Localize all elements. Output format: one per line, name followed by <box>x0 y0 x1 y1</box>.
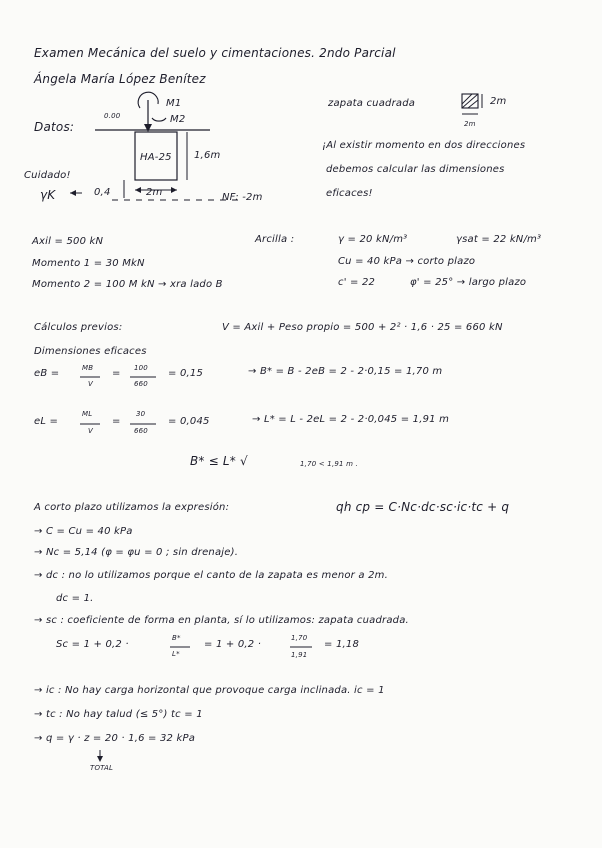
arcilla-phi: φ' = 25° → largo plazo <box>410 277 527 288</box>
note-line-2: debemos calcular las dimensiones <box>326 164 505 175</box>
momento-2: Momento 2 = 100 M kN → xra lado B <box>32 279 223 290</box>
dimensiones-title: Dimensiones eficaces <box>34 346 147 357</box>
cuidado-label: Cuidado! <box>24 170 71 181</box>
eb-frac1-den: V <box>88 380 93 388</box>
eb-arrow: → B* = B - 2eB = 2 - 2·0,15 = 1,70 m <box>248 366 443 377</box>
eb-label: eB = <box>34 368 60 379</box>
el-label: eL = <box>34 416 59 427</box>
author-name: Ángela María López Benítez <box>34 72 206 86</box>
el-frac2-num: 30 <box>136 410 146 418</box>
el-frac1-den: V <box>88 427 93 435</box>
arcilla-gamma-sat: γsat = 22 kN/m³ <box>456 234 542 245</box>
zapata-bottom: 2m <box>464 120 476 128</box>
sc-formula-b: = 1 + 0,2 · <box>204 639 262 650</box>
gamma-k-label: γK <box>40 188 56 202</box>
el-frac1-num: ML <box>82 410 93 418</box>
c-value: → C = Cu = 40 kPa <box>34 526 133 537</box>
offset-label: 0,4 <box>94 187 111 198</box>
calculos-title: Cálculos previos: <box>34 322 123 333</box>
dc-value: dc = 1. <box>56 593 94 604</box>
datos-label: Datos: <box>34 120 75 134</box>
sc-frac2-num: 1,70 <box>291 634 308 642</box>
momento-1: Momento 1 = 30 MkN <box>32 258 145 269</box>
corto-formula: qh cp = C·Nc·dc·sc·ic·tc + q <box>336 500 510 514</box>
note-line-3: eficaces! <box>326 188 373 199</box>
arcilla-gamma: γ = 20 kN/m³ <box>338 234 408 245</box>
eb-frac1-num: MB <box>82 364 94 372</box>
m1-label: M1 <box>166 98 182 109</box>
nf-label: NF: -2m <box>222 192 263 203</box>
axil-load: Axil = 500 kN <box>32 236 104 247</box>
zapata-side: 2m <box>490 96 507 107</box>
depth-label: 1,6m <box>194 150 221 161</box>
sc-note: → sc : coeficiente de forma en planta, sí lo utilizamos: zapata cuadrada. <box>34 615 409 626</box>
sc-frac1-den: L* <box>172 650 180 658</box>
total-label: TOTAL <box>90 764 114 772</box>
sc-formula-a: Sc = 1 + 0,2 · <box>56 639 129 650</box>
arcilla-label: Arcilla : <box>255 234 295 245</box>
ha-label: HA-25 <box>140 152 172 163</box>
eb-eq: = <box>112 368 121 379</box>
el-arrow: → L* = L - 2eL = 2 - 2·0,045 = 1,91 m <box>252 414 450 425</box>
m2-label: M2 <box>170 114 186 125</box>
q-formula: → q = γ · z = 20 · 1,6 = 32 kPa <box>34 733 196 744</box>
eb-frac2-num: 100 <box>134 364 148 372</box>
tc-note: → tc : No hay talud (≤ 5°) tc = 1 <box>34 709 203 720</box>
zapata-label: zapata cuadrada <box>328 98 416 109</box>
v-formula: V = Axil + Peso propio = 500 + 2² · 1,6 · 25 = 660 kN <box>222 322 503 333</box>
exam-title: Examen Mecánica del suelo y cimentaciones. 2ndo Parcial <box>34 46 396 60</box>
el-result: = 0,045 <box>168 416 210 427</box>
nc-value: → Nc = 5,14 (φ = φu = 0 ; sin drenaje). <box>34 547 239 558</box>
el-eq: = <box>112 416 121 427</box>
sc-frac1-num: B* <box>172 634 181 642</box>
eb-frac2-den: 660 <box>134 380 148 388</box>
el-frac2-den: 660 <box>134 427 148 435</box>
arcilla-c: c' = 22 <box>338 277 376 288</box>
note-line-1: ¡Al existir momento en dos direcciones <box>322 140 526 151</box>
dc-note: → dc : no lo utilizamos porque el canto de la zapata es menor a 2m. <box>34 570 388 581</box>
ic-note: → ic : No hay carga horizontal que provoque carga inclinada. ic = 1 <box>34 685 385 696</box>
cota-label: 0.00 <box>104 112 121 120</box>
eb-result: = 0,15 <box>168 368 204 379</box>
arcilla-cu: Cu = 40 kPa → corto plazo <box>338 256 476 267</box>
check-inequality: B* ≤ L* √ <box>190 454 248 468</box>
width-label: 2m <box>146 187 163 198</box>
sc-frac2-den: 1,91 <box>291 651 308 659</box>
sc-result: = 1,18 <box>324 639 360 650</box>
check-values: 1,70 < 1,91 m . <box>300 460 358 468</box>
corto-intro: A corto plazo utilizamos la expresión: <box>34 502 230 513</box>
